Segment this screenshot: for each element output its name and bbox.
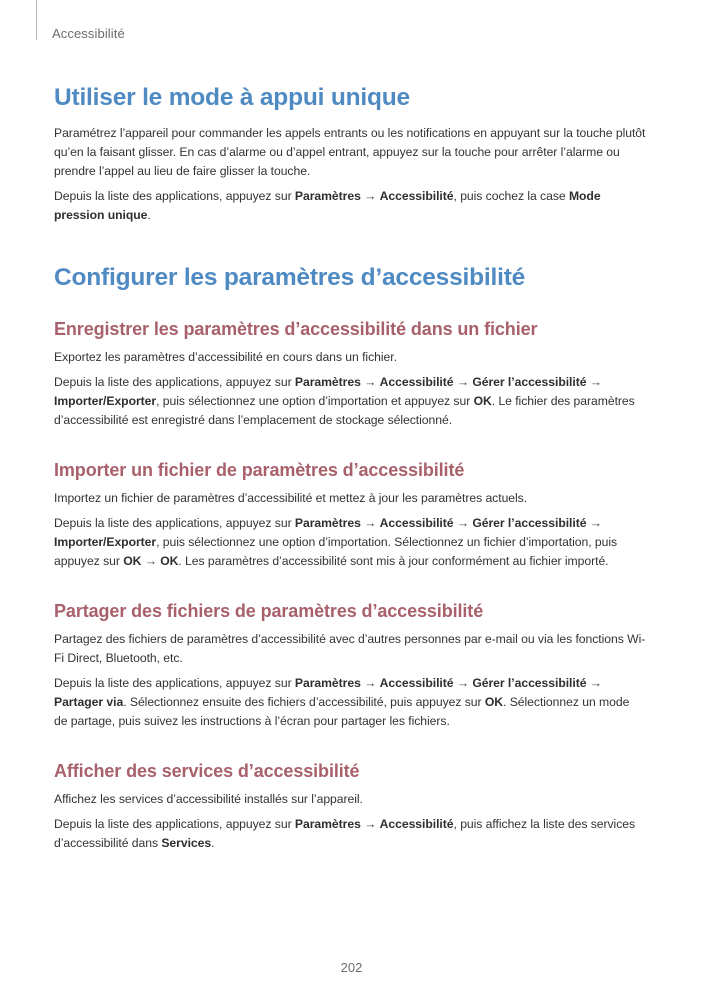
page-content [54, 80, 646, 853]
subsection-title-export: Enregistrer les paramètres d’accessibilité dans un fichier [54, 319, 538, 339]
page-corner-rule [36, 0, 37, 40]
subsection-title-services: Afficher des services d’accessibilité [54, 761, 360, 781]
share-instructions: Depuis la liste des applications, appuyez sur Paramètres → Accessibilité → Gérer l’accessibilité → Partager via. Sélectionnez ensuite des fichiers d’accessibilité, puis appuyez sur OK. Sélectionnez un mode de partage, puis suivez les instructions à l’écran pour partager les fichiers. [54, 676, 630, 728]
running-header: Accessibilité [52, 26, 125, 41]
section-title-configure-accessibility: Configurer les paramètres d’accessibilité [54, 264, 526, 291]
share-description: Partagez des fichiers de paramètres d’accessibilité avec d’autres personnes par e-mail ou via les fonctions Wi-Fi Direct, Bluetooth, etc. [54, 632, 646, 665]
import-instructions: Depuis la liste des applications, appuyez sur Paramètres → Accessibilité → Gérer l’accessibilité → Importer/Exporter, puis sélectionnez une option d’importation. Sélectionnez un fichier d’importation, puis appuyez sur OK → OK. Les paramètres d’accessibilité sont mis à jour conformément au fichier importé. [54, 516, 618, 568]
page-number: 202 [340, 960, 363, 975]
section-title-single-tap-mode: Utiliser le mode à appui unique [54, 84, 410, 111]
single-tap-instructions: Depuis la liste des applications, appuyez sur Paramètres → Accessibilité, puis cochez la case Mode pression unique. [54, 189, 601, 222]
import-description: Importez un fichier de paramètres d’accessibilité et mettez à jour les paramètres actuels. [54, 491, 528, 505]
export-instructions: Depuis la liste des applications, appuyez sur Paramètres → Accessibilité → Gérer l’accessibilité → Importer/Exporter, puis sélectionnez une option d’importation et appuyez sur OK. Le fichier des paramètres d’accessibilité est enregistré dans l’emplacement de stockage sélectionné. [54, 375, 635, 427]
subsection-title-share: Partager des fichiers de paramètres d’accessibilité [54, 601, 484, 621]
single-tap-description: Paramétrez l’appareil pour commander les appels entrants ou les notifications en appuyant sur la touche plutôt qu’en la faisant glisser. En cas d’alarme ou d’appel entrant, appuyez sur la touche pour arrêter l’alarme ou prendre l’appel au lieu de faire glisser la touche. [54, 126, 646, 178]
subsection-title-import: Importer un fichier de paramètres d’accessibilité [54, 460, 465, 480]
export-description: Exportez les paramètres d’accessibilité en cours dans un fichier. [54, 350, 397, 364]
services-description: Affichez les services d’accessibilité installés sur l’appareil. [54, 792, 363, 806]
services-instructions: Depuis la liste des applications, appuyez sur Paramètres → Accessibilité, puis affichez la liste des services d’accessibilité dans Services. [54, 817, 636, 850]
